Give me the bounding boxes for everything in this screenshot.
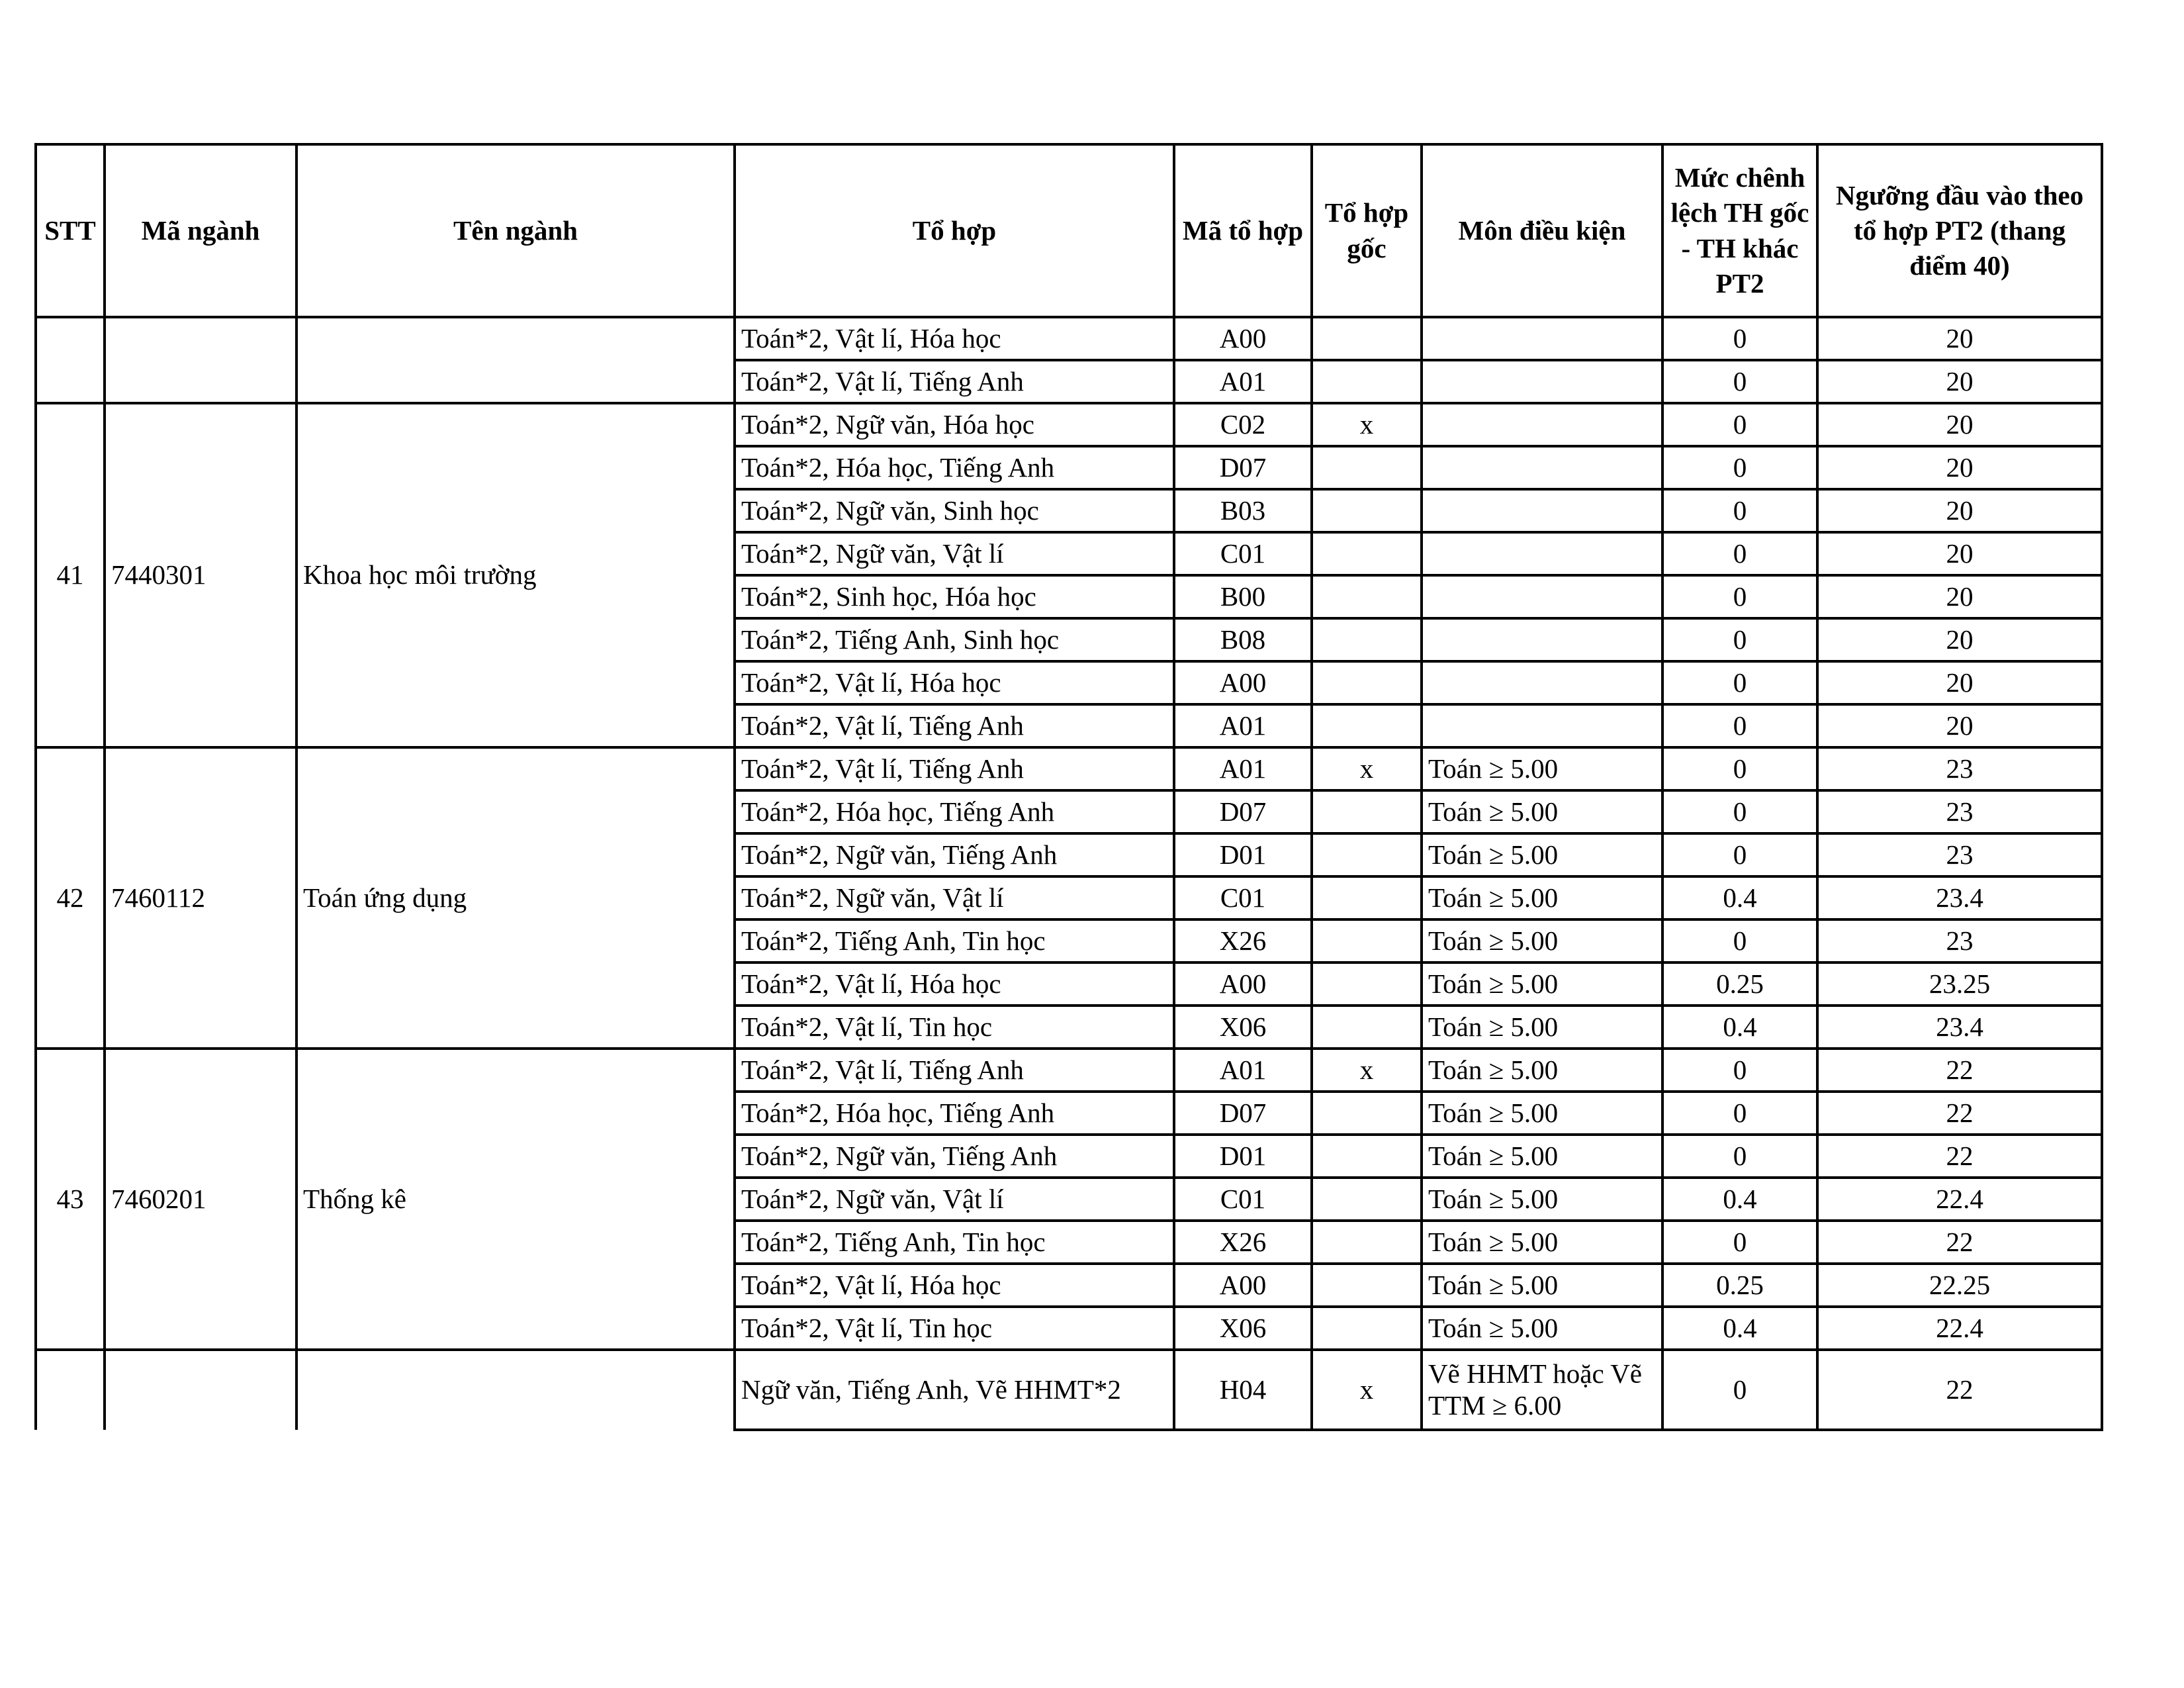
to-hop-goc-cell	[1312, 317, 1422, 360]
nguong-cell: 20	[1817, 403, 2102, 446]
mon-dieu-kien-cell	[1422, 532, 1662, 575]
chenh-lech-cell: 0	[1662, 532, 1817, 575]
ma-to-hop-cell: A01	[1174, 360, 1312, 403]
mon-dieu-kien-cell	[1422, 446, 1662, 489]
nguong-cell: 22	[1817, 1135, 2102, 1178]
mon-dieu-kien-cell: Toán ≥ 5.00	[1422, 1178, 1662, 1221]
ma-to-hop-cell: A00	[1174, 317, 1312, 360]
to-hop-goc-cell: x	[1312, 1049, 1422, 1092]
table-row	[36, 317, 2102, 360]
stt-cell: 43	[36, 1049, 105, 1350]
to-hop-goc-cell	[1312, 1006, 1422, 1049]
mon-dieu-kien-cell: Toán ≥ 5.00	[1422, 747, 1662, 790]
to-hop-cell: Toán*2, Vật lí, Hóa học	[735, 317, 1174, 360]
chenh-lech-cell: 0	[1662, 790, 1817, 833]
nguong-cell: 22.4	[1817, 1178, 2102, 1221]
nguong-cell: 20	[1817, 532, 2102, 575]
to-hop-cell: Toán*2, Vật lí, Tin học	[735, 1006, 1174, 1049]
to-hop-cell: Toán*2, Vật lí, Hóa học	[735, 661, 1174, 704]
header-nguong: Ngưỡng đầu vào theo tổ hợp PT2 (thang điểm 40)	[1817, 144, 2102, 317]
nguong-cell: 22	[1817, 1350, 2102, 1430]
nguong-cell: 20	[1817, 661, 2102, 704]
to-hop-goc-cell	[1312, 618, 1422, 661]
ten-nganh-cell: Thống kê	[296, 1049, 735, 1350]
to-hop-cell: Toán*2, Vật lí, Tiếng Anh	[735, 747, 1174, 790]
ma-to-hop-cell: B03	[1174, 489, 1312, 532]
header-stt: STT	[36, 144, 105, 317]
mon-dieu-kien-cell	[1422, 360, 1662, 403]
chenh-lech-cell: 0.4	[1662, 1307, 1817, 1350]
mon-dieu-kien-cell: Toán ≥ 5.00	[1422, 919, 1662, 962]
to-hop-cell: Toán*2, Hóa học, Tiếng Anh	[735, 790, 1174, 833]
to-hop-goc-cell	[1312, 489, 1422, 532]
nguong-cell: 23.25	[1817, 962, 2102, 1006]
header-mon-dieu-kien: Môn điều kiện	[1422, 144, 1662, 317]
stt-cell	[36, 1350, 105, 1430]
ma-to-hop-cell: B08	[1174, 618, 1312, 661]
to-hop-cell: Toán*2, Vật lí, Tiếng Anh	[735, 360, 1174, 403]
header-to-hop: Tổ hợp	[735, 144, 1174, 317]
to-hop-cell: Toán*2, Vật lí, Tin học	[735, 1307, 1174, 1350]
ma-to-hop-cell: A01	[1174, 704, 1312, 747]
nguong-cell: 20	[1817, 704, 2102, 747]
nguong-cell: 22	[1817, 1221, 2102, 1264]
mon-dieu-kien-cell	[1422, 489, 1662, 532]
ma-nganh-cell	[105, 317, 296, 403]
nguong-cell: 20	[1817, 317, 2102, 360]
ten-nganh-cell: Toán ứng dụng	[296, 747, 735, 1049]
table-row	[36, 1350, 2102, 1430]
ma-to-hop-cell: A01	[1174, 747, 1312, 790]
to-hop-cell: Toán*2, Ngữ văn, Vật lí	[735, 876, 1174, 919]
ma-nganh-cell: 7460112	[105, 747, 296, 1049]
chenh-lech-cell: 0.4	[1662, 1006, 1817, 1049]
to-hop-cell: Toán*2, Ngữ văn, Vật lí	[735, 532, 1174, 575]
mon-dieu-kien-cell: Toán ≥ 5.00	[1422, 962, 1662, 1006]
to-hop-goc-cell	[1312, 1221, 1422, 1264]
to-hop-goc-cell: x	[1312, 747, 1422, 790]
ma-to-hop-cell: X06	[1174, 1307, 1312, 1350]
to-hop-goc-cell	[1312, 790, 1422, 833]
ma-to-hop-cell: D07	[1174, 790, 1312, 833]
nguong-cell: 23	[1817, 919, 2102, 962]
ma-to-hop-cell: X26	[1174, 1221, 1312, 1264]
chenh-lech-cell: 0	[1662, 1350, 1817, 1430]
to-hop-cell: Toán*2, Vật lí, Tiếng Anh	[735, 704, 1174, 747]
mon-dieu-kien-cell: Toán ≥ 5.00	[1422, 1049, 1662, 1092]
to-hop-goc-cell	[1312, 1135, 1422, 1178]
to-hop-goc-cell	[1312, 1092, 1422, 1135]
ten-nganh-cell	[296, 1350, 735, 1430]
to-hop-goc-cell: x	[1312, 403, 1422, 446]
ma-nganh-cell: 7460201	[105, 1049, 296, 1350]
ten-nganh-cell	[296, 317, 735, 403]
chenh-lech-cell: 0	[1662, 575, 1817, 618]
mon-dieu-kien-cell: Toán ≥ 5.00	[1422, 1307, 1662, 1350]
ma-to-hop-cell: C02	[1174, 403, 1312, 446]
chenh-lech-cell: 0.4	[1662, 1178, 1817, 1221]
nguong-cell: 20	[1817, 446, 2102, 489]
nguong-cell: 20	[1817, 618, 2102, 661]
ma-to-hop-cell: C01	[1174, 532, 1312, 575]
chenh-lech-cell: 0	[1662, 1221, 1817, 1264]
ma-to-hop-cell: D07	[1174, 446, 1312, 489]
ma-nganh-cell: 7440301	[105, 403, 296, 747]
nguong-cell: 23.4	[1817, 876, 2102, 919]
nguong-cell: 20	[1817, 575, 2102, 618]
to-hop-cell: Toán*2, Hóa học, Tiếng Anh	[735, 446, 1174, 489]
chenh-lech-cell: 0	[1662, 1049, 1817, 1092]
ma-to-hop-cell: A00	[1174, 1264, 1312, 1307]
header-ma-nganh: Mã ngành	[105, 144, 296, 317]
header-ten-nganh: Tên ngành	[296, 144, 735, 317]
to-hop-goc-cell	[1312, 1178, 1422, 1221]
to-hop-goc-cell	[1312, 575, 1422, 618]
table-row	[36, 1049, 2102, 1092]
to-hop-goc-cell	[1312, 360, 1422, 403]
nguong-cell: 22	[1817, 1092, 2102, 1135]
to-hop-cell: Toán*2, Hóa học, Tiếng Anh	[735, 1092, 1174, 1135]
to-hop-cell: Toán*2, Ngữ văn, Tiếng Anh	[735, 1135, 1174, 1178]
to-hop-cell: Toán*2, Sinh học, Hóa học	[735, 575, 1174, 618]
nguong-cell: 23.4	[1817, 1006, 2102, 1049]
to-hop-cell: Toán*2, Tiếng Anh, Tin học	[735, 1221, 1174, 1264]
chenh-lech-cell: 0.25	[1662, 1264, 1817, 1307]
to-hop-cell: Toán*2, Vật lí, Hóa học	[735, 1264, 1174, 1307]
to-hop-cell: Toán*2, Ngữ văn, Hóa học	[735, 403, 1174, 446]
to-hop-goc-cell	[1312, 919, 1422, 962]
chenh-lech-cell: 0	[1662, 1092, 1817, 1135]
nguong-cell: 22	[1817, 1049, 2102, 1092]
chenh-lech-cell: 0.25	[1662, 962, 1817, 1006]
header-muc-chenh-lech: Mức chênh lệch TH gốc - TH khác PT2	[1662, 144, 1817, 317]
mon-dieu-kien-cell	[1422, 661, 1662, 704]
mon-dieu-kien-cell: Toán ≥ 5.00	[1422, 1264, 1662, 1307]
nguong-cell: 22.25	[1817, 1264, 2102, 1307]
mon-dieu-kien-cell	[1422, 403, 1662, 446]
ma-to-hop-cell: A01	[1174, 1049, 1312, 1092]
to-hop-goc-cell	[1312, 704, 1422, 747]
to-hop-goc-cell	[1312, 1264, 1422, 1307]
mon-dieu-kien-cell: Vẽ HHMT hoặc Vẽ TTM ≥ 6.00	[1422, 1350, 1662, 1430]
chenh-lech-cell: 0	[1662, 446, 1817, 489]
to-hop-goc-cell	[1312, 446, 1422, 489]
to-hop-goc-cell	[1312, 1307, 1422, 1350]
header-row	[36, 144, 2102, 317]
mon-dieu-kien-cell: Toán ≥ 5.00	[1422, 1006, 1662, 1049]
to-hop-goc-cell	[1312, 876, 1422, 919]
to-hop-cell: Toán*2, Vật lí, Tiếng Anh	[735, 1049, 1174, 1092]
ma-to-hop-cell: B00	[1174, 575, 1312, 618]
table-row	[36, 747, 2102, 790]
mon-dieu-kien-cell	[1422, 704, 1662, 747]
table-row	[36, 403, 2102, 446]
ten-nganh-cell: Khoa học môi trường	[296, 403, 735, 747]
nguong-cell: 20	[1817, 489, 2102, 532]
nguong-cell: 23	[1817, 833, 2102, 876]
mon-dieu-kien-cell: Toán ≥ 5.00	[1422, 1135, 1662, 1178]
ma-to-hop-cell: D01	[1174, 833, 1312, 876]
mon-dieu-kien-cell	[1422, 618, 1662, 661]
ma-to-hop-cell: C01	[1174, 876, 1312, 919]
ma-to-hop-cell: D01	[1174, 1135, 1312, 1178]
ma-to-hop-cell: A00	[1174, 661, 1312, 704]
to-hop-goc-cell	[1312, 833, 1422, 876]
chenh-lech-cell: 0	[1662, 833, 1817, 876]
mon-dieu-kien-cell: Toán ≥ 5.00	[1422, 790, 1662, 833]
to-hop-cell: Toán*2, Tiếng Anh, Sinh học	[735, 618, 1174, 661]
chenh-lech-cell: 0	[1662, 919, 1817, 962]
ma-to-hop-cell: C01	[1174, 1178, 1312, 1221]
to-hop-cell: Ngữ văn, Tiếng Anh, Vẽ HHMT*2	[735, 1350, 1174, 1430]
mon-dieu-kien-cell: Toán ≥ 5.00	[1422, 876, 1662, 919]
table-body	[36, 317, 2102, 1430]
mon-dieu-kien-cell: Toán ≥ 5.00	[1422, 1092, 1662, 1135]
header-to-hop-goc: Tổ hợp gốc	[1312, 144, 1422, 317]
mon-dieu-kien-cell	[1422, 317, 1662, 360]
mon-dieu-kien-cell	[1422, 575, 1662, 618]
chenh-lech-cell: 0	[1662, 317, 1817, 360]
ma-to-hop-cell: H04	[1174, 1350, 1312, 1430]
stt-cell: 42	[36, 747, 105, 1049]
nguong-cell: 23	[1817, 790, 2102, 833]
chenh-lech-cell: 0	[1662, 618, 1817, 661]
to-hop-cell: Toán*2, Ngữ văn, Vật lí	[735, 1178, 1174, 1221]
chenh-lech-cell: 0.4	[1662, 876, 1817, 919]
ma-nganh-cell	[105, 1350, 296, 1430]
ma-to-hop-cell: D07	[1174, 1092, 1312, 1135]
nguong-cell: 20	[1817, 360, 2102, 403]
chenh-lech-cell: 0	[1662, 360, 1817, 403]
ma-to-hop-cell: X06	[1174, 1006, 1312, 1049]
to-hop-cell: Toán*2, Tiếng Anh, Tin học	[735, 919, 1174, 962]
chenh-lech-cell: 0	[1662, 489, 1817, 532]
nguong-cell: 23	[1817, 747, 2102, 790]
to-hop-cell: Toán*2, Ngữ văn, Sinh học	[735, 489, 1174, 532]
stt-cell: 41	[36, 403, 105, 747]
mon-dieu-kien-cell: Toán ≥ 5.00	[1422, 833, 1662, 876]
chenh-lech-cell: 0	[1662, 704, 1817, 747]
header-ma-to-hop: Mã tổ hợp	[1174, 144, 1312, 317]
to-hop-goc-cell	[1312, 661, 1422, 704]
ma-to-hop-cell: A00	[1174, 962, 1312, 1006]
to-hop-cell: Toán*2, Ngữ văn, Tiếng Anh	[735, 833, 1174, 876]
stt-cell	[36, 317, 105, 403]
chenh-lech-cell: 0	[1662, 747, 1817, 790]
nguong-cell: 22.4	[1817, 1307, 2102, 1350]
chenh-lech-cell: 0	[1662, 1135, 1817, 1178]
to-hop-cell: Toán*2, Vật lí, Hóa học	[735, 962, 1174, 1006]
to-hop-goc-cell	[1312, 962, 1422, 1006]
chenh-lech-cell: 0	[1662, 403, 1817, 446]
admission-table	[34, 143, 2103, 1431]
to-hop-goc-cell: x	[1312, 1350, 1422, 1430]
to-hop-goc-cell	[1312, 532, 1422, 575]
mon-dieu-kien-cell: Toán ≥ 5.00	[1422, 1221, 1662, 1264]
chenh-lech-cell: 0	[1662, 661, 1817, 704]
ma-to-hop-cell: X26	[1174, 919, 1312, 962]
